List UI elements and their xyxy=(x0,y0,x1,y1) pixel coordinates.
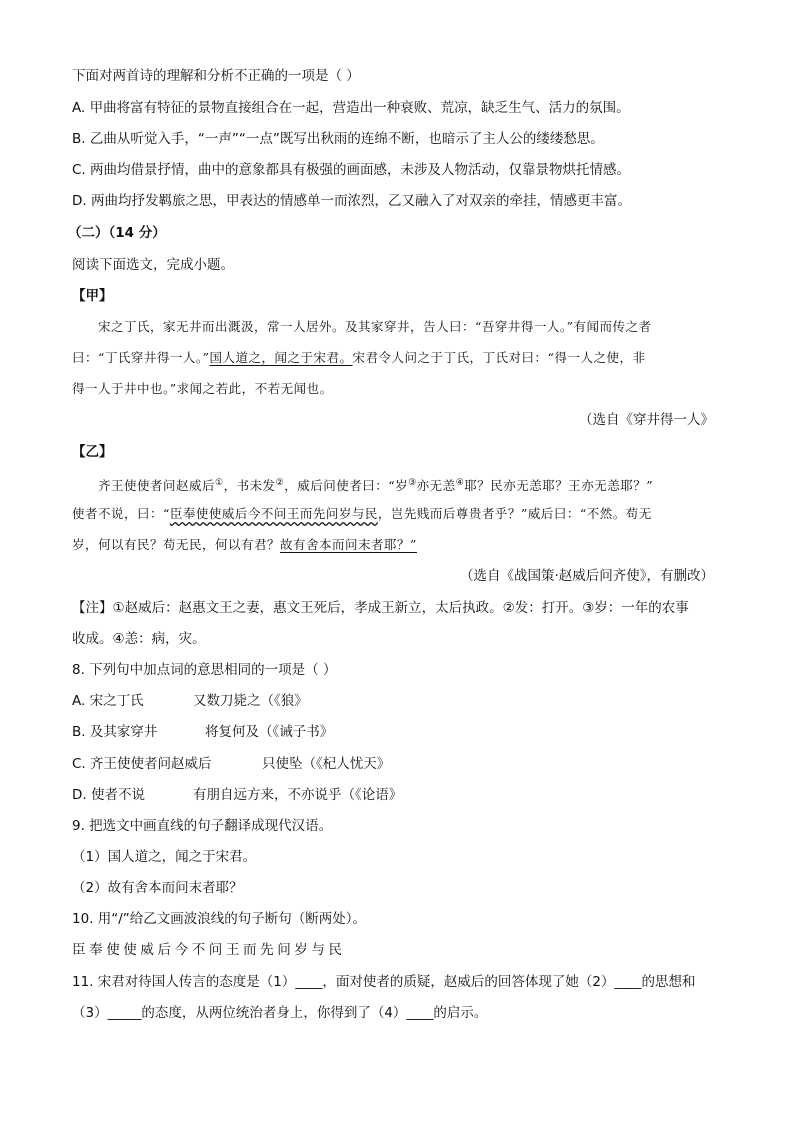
q7-option-a: A. 甲曲将富有特征的景物直接组合在一起，营造出一种衰败、荒凉，缺乏生气、活力的氛围。 xyxy=(72,100,630,116)
passage-jia-line-1: 宋之丁氏，家无井而出溉汲，常一人居外。及其家穿井，告人曰：“吾穿井得一人。”有闻而传之者 xyxy=(98,319,652,334)
passage-yi-line-1: 齐王使使者问赵威后①，书未发②，威后问使者曰：“岁③亦无恙④耶？民亦无恙耶？王亦无恙耶？” xyxy=(98,478,654,494)
q8-stem: 8. 下列句中加点词的意思相同的一项是（ ） xyxy=(72,662,337,678)
passage-jia-source: （选自《穿井得一人》 xyxy=(579,412,714,428)
q10-stem: 10. 用“/”给乙文画波浪线的句子断句（断两处）。 xyxy=(72,911,367,927)
underlined-sentence-1: 国人道之，闻之于宋君。 xyxy=(209,350,353,365)
q8-option-d: D. 使者不说 有朋自远方来，不亦说乎（《论语》 xyxy=(72,787,403,803)
q11-line-1: 11. 宋君对待国人传言的态度是（1）____，面对使者的质疑，赵威后的回答体现了她（2）____的思想和 xyxy=(72,974,696,990)
q9-sentence-1: （1）国人道之，闻之于宋君。 xyxy=(72,849,257,865)
passage-yi-line-3: 岁，何以有民？苟无民，何以有君？故有舍本而问末者耶？” xyxy=(72,537,417,552)
passage-jia-label: 【甲】 xyxy=(72,288,113,304)
passage-yi-source: （选自《战国策·赵威后问齐使》，有删改） xyxy=(459,568,714,584)
passage-yi-label: 【乙】 xyxy=(72,444,113,460)
q8-option-a: A. 宋之丁氏 又数刀毙之（《狼》 xyxy=(72,693,308,709)
section-heading: （二）（14 分） xyxy=(68,225,166,241)
q8-option-b: B. 及其家穿井 将复何及（《诫子书》 xyxy=(72,724,334,740)
q7-stem: 下面对两首诗的理解和分析不正确的一项是（ ） xyxy=(72,68,360,84)
q9-sentence-2: （2）故有舍本而问末者耶？ xyxy=(72,880,243,896)
q10-sentence: 臣奉使使威后今不问王而先问岁与民 xyxy=(72,942,346,958)
passage-yi-line-2: 使者不说，曰：“臣奉使使威后今不问王而先问岁与民，岂先贱而后尊贵者乎？”威后曰：“不然。苟无 xyxy=(72,506,652,521)
q8-option-c: C. 齐王使使者问赵威后 只使坠（《杞人忧天》 xyxy=(72,756,391,772)
passage-jia-line-3: 得一人于井中也。”求闻之若此，不若无闻也。 xyxy=(72,381,333,396)
annotation-line-1: 【注】①赵威后：赵惠文王之妻，惠文王死后，孝成王新立，太后执政。②发：打开。③岁：一年的农事 xyxy=(72,600,689,616)
q9-stem: 9. 把选文中画直线的句子翻译成现代汉语。 xyxy=(72,818,333,834)
underlined-sentence-2: 故有舍本而问末者耶？” xyxy=(280,537,417,552)
wavy-underlined-sentence: 臣奉使使威后今不问王而先问岁与民 xyxy=(169,506,378,521)
q7-option-c: C. 两曲均借景抒情，曲中的意象都具有极强的画面感，未涉及人物活动，仅靠景物烘托情感。 xyxy=(72,162,631,178)
q7-option-b: B. 乙曲从听觉入手，“一声”“一点”既写出秋雨的连绵不断，也暗示了主人公的缕缕愁思。 xyxy=(72,131,604,147)
section-instruction: 阅读下面选文，完成小题。 xyxy=(72,257,234,273)
annotation-line-2: 收成。④恙：病，灾。 xyxy=(72,631,206,647)
passage-jia-line-2: 曰：“丁氏穿井得一人。”国人道之，闻之于宋君。宋君令人问之于丁氏，丁氏对曰：“得一人之使，非 xyxy=(72,350,646,365)
q7-option-d: D. 两曲均抒发羁旅之思，甲表达的情感单一而浓烈，乙又融入了对双亲的牵挂，情感更丰富。 xyxy=(72,193,631,209)
q11-line-2: （3）_____的态度，从两位统治者身上，你得到了（4）____的启示。 xyxy=(72,1005,488,1021)
